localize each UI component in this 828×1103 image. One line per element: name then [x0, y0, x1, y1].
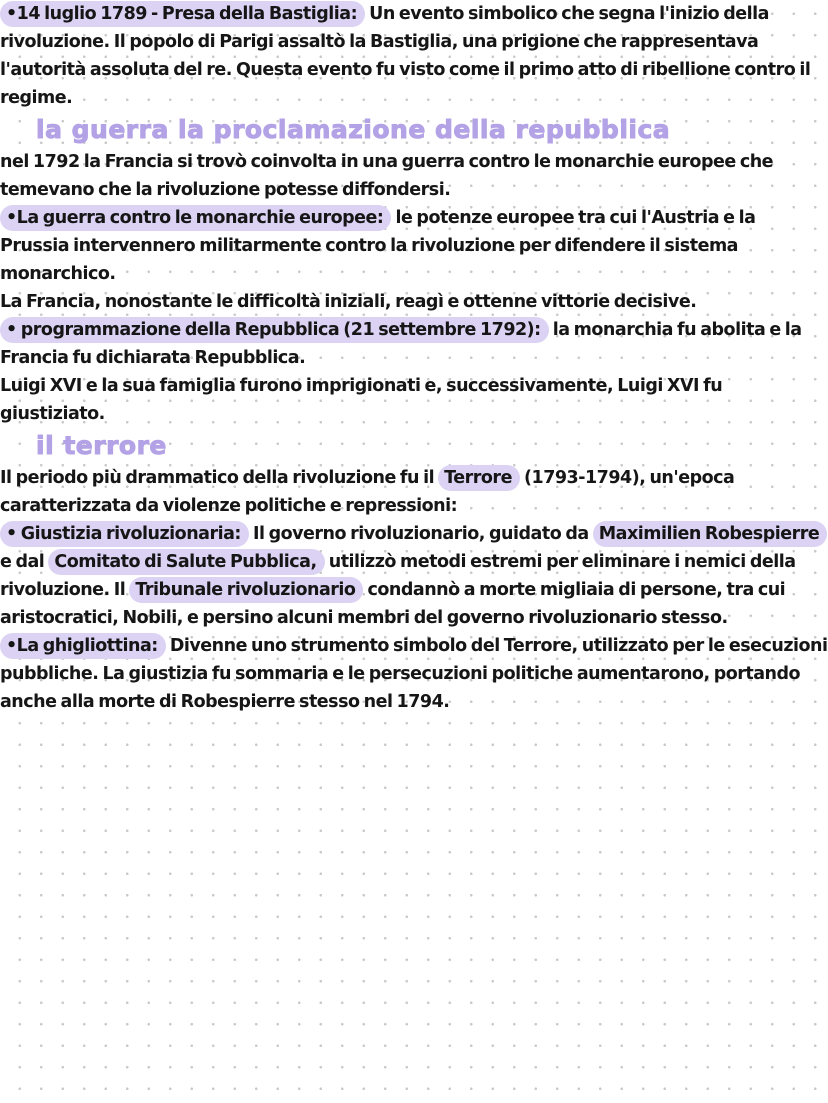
bastille-highlight: •14 luglio 1789 - Presa della Bastiglia:	[0, 1, 365, 27]
terror-intro-text: Il periodo più drammatico della rivoluzione fu il	[0, 468, 439, 488]
proclamation-text: la monarchia fu abolita e la Francia fu dichiarata Repubblica.	[0, 320, 802, 368]
comitato-highlight: Comitato di Salute Pubblica,	[48, 549, 324, 575]
terror-section-heading: il terrore	[36, 431, 167, 460]
terror-intro-text-after: (1793-1794), un'epoca caratterizzata da violenze politiche e repressioni:	[0, 468, 735, 516]
war-text-line2: La Francia, nonostante le difficoltà iniziali, reagì e ottenne vittorie decisive.	[0, 292, 697, 312]
war-highlight: •La guerra contro le monarchie europee:	[0, 205, 391, 231]
guillotine-paragraph	[0, 632, 828, 716]
guillotine-text: Divenne uno strumento simbolo del Terrore, utilizzato per le esecuzioni pubbliche. La giustizia fu sommaria e le persecuzioni politiche aumentarono, portando anche alla morte di Robespierre stesso nel 1794.	[0, 636, 828, 712]
terror-word-highlight: Terrore	[438, 465, 520, 491]
justice-text-4: condannò a morte migliaia di persone, tra cui aristocratici, Nobili, e persino alcuni membri del governo rivoluzionario stesso.	[0, 580, 786, 628]
proclamation-highlight: • programmazione della Repubblica (21 settembre 1792):	[0, 317, 549, 343]
war-text: le potenze europee tra cui l'Austria e la Prussia intervennero militarmente contro la rivoluzione per difendere il sistema monarchico.	[0, 208, 756, 284]
republic-intro-paragraph: nel 1792 la Francia si trovò coinvolta in una guerra contro le monarchie europee che temevano che la rivoluzione potesse diffondersi.	[0, 152, 774, 200]
justice-text-2: e dal	[0, 552, 49, 572]
justice-highlight: • Giustizia rivoluzionaria:	[0, 521, 249, 547]
war-paragraph	[0, 204, 828, 316]
tribunale-highlight: Tribunale rivoluzionario	[129, 577, 363, 603]
bastille-paragraph	[0, 0, 828, 112]
justice-text-1: Il governo rivoluzionario, guidato da	[248, 524, 593, 544]
guillotine-highlight: •La ghigliottina:	[0, 633, 166, 659]
bastille-text: Un evento simbolico che segna l'inizio della rivoluzione. Il popolo di Parigi assaltò la Bastiglia, una prigione che rappresentava l'autorità assoluta del re. Questa evento fu visto come il primo atto di ribellione contro il regime.	[0, 4, 811, 108]
justice-paragraph	[0, 520, 828, 632]
justice-text-3: utilizzò metodi estremi per eliminare i nemici della rivoluzione. Il	[0, 552, 796, 600]
terror-intro-paragraph	[0, 464, 828, 520]
robespierre-highlight: Maximilien Robespierre	[593, 521, 828, 547]
republic-section-heading: la guerra la proclamazione della repubblica	[36, 115, 671, 144]
proclamation-paragraph	[0, 316, 828, 428]
proclamation-text-line2: Luigi XVI e la sua famiglia furono imprigionati e, successivamente, Luigi XVI fu giustiziato.	[0, 376, 723, 424]
